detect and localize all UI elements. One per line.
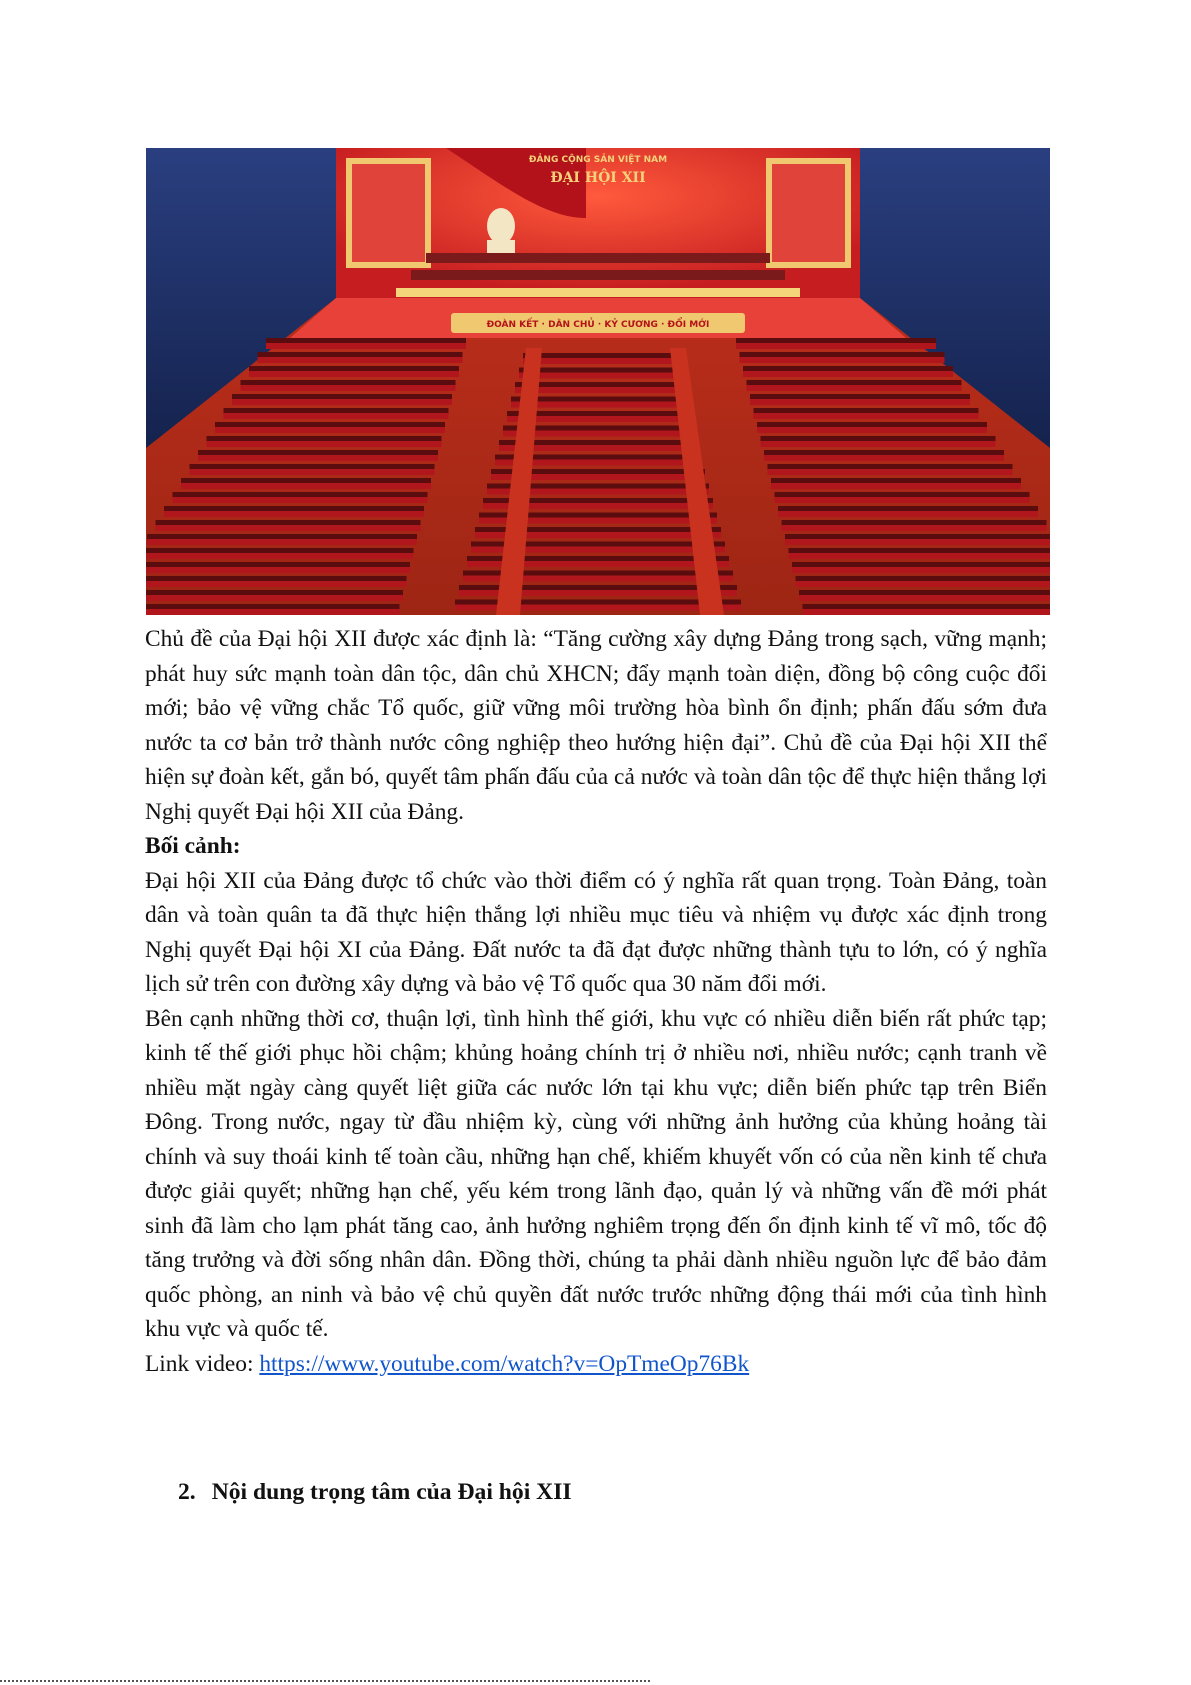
seat-row-cushion	[215, 427, 445, 433]
section-heading	[178, 1479, 572, 1506]
seat-row-cushion	[799, 595, 1050, 601]
seat-row-cushion	[768, 469, 1013, 475]
presidium-flowers	[396, 288, 800, 297]
seat-row	[156, 520, 421, 525]
seat-row-cushion	[224, 413, 449, 419]
seat-row	[768, 464, 1013, 469]
seat-row-cushion	[750, 399, 970, 405]
seat-row	[146, 562, 410, 567]
seat-row	[754, 408, 979, 413]
context-paragraph-2: Bên cạnh những thời cơ, thuận lợi, tình hình thế giới, khu vực có nhiều diễn biến rất phức tạp; kinh tế thế giới phục hồi chậm; khủng hoảng chính trị ở nhiều nơi, nhiều nước; cạnh tranh về nhiều mặt ngày càng quyết liệt giữa các nước lớn tại khu vực; diễn biến phức tạp trên Biển Đông. Trong nước, ngay từ đầu nhiệm kỳ, cùng với những ảnh hưởng của khủng hoảng tài chính và suy thoái kinh tế toàn cầu, những hạn chế, khiếm khuyết vốn có của nền kinh tế chưa được giải quyết; những hạn chế, yếu kém trong lãnh đạo, quản lý và những vấn đề mới phát sinh đã làm cho lạm phát tăng cao, ảnh hưởng nghiêm trọng đến ổn định kinh tế vĩ mô, tốc độ tăng trưởng và đời sống nhân dân. Đồng thời, chúng ta phải dành nhiều nguồn lực để bảo đảm quốc phòng, an ninh và bảo vệ chủ quyền đất nước trước những động thái mới của tình hình khu vực và quốc tế.	[145, 1005, 1047, 1342]
seat-row-cushion	[198, 455, 438, 461]
video-link-label: Link video:	[145, 1350, 260, 1377]
seat-row	[523, 353, 673, 358]
seat-row	[775, 492, 1030, 497]
seat-row-cushion	[173, 497, 428, 503]
seat-row-cushion	[515, 387, 681, 393]
seat-row	[778, 506, 1038, 511]
seat-row	[785, 534, 1050, 539]
seat-row	[207, 436, 442, 441]
hall-illustration	[146, 148, 1050, 615]
seat-row	[173, 492, 428, 497]
seat-row	[249, 366, 459, 371]
seat-row-cushion	[771, 483, 1021, 489]
seat-row	[736, 338, 936, 343]
seat-row-cushion	[743, 371, 953, 377]
seat-row	[750, 394, 970, 399]
presidium-row-2	[411, 270, 785, 280]
footer-divider	[0, 1680, 650, 1682]
seat-row-cushion	[146, 581, 407, 587]
theme-paragraph: Chủ đề của Đại hội XII được xác định là: “Tăng cường xây dựng Đảng trong sạch, vững mạnh; phát huy sức mạnh toàn dân tộc, dân chủ XHCN; đẩy mạnh toàn diện, đồng bộ công cuộc đổi mới; bảo vệ vững chắc Tổ quốc, giữ vững môi trường hòa bình ổn định; phấn đấu sớm đưa nước ta cơ bản trở thành nước công nghiệp theo hướng hiện đại”. Chủ đề của Đại hội XII thể hiện sự đoàn kết, gắn bó, quyết tâm phấn đấu của cả nước và toàn dân tộc để thực hiện thắng lợi Nghị quyết Đại hội XII của Đảng.	[145, 626, 1047, 825]
seat-row-cushion	[147, 539, 417, 545]
seat-row	[190, 464, 435, 469]
seat-row-cushion	[207, 441, 442, 447]
document-body	[145, 622, 1047, 1381]
video-link[interactable]: https://www.youtube.com/watch?v=OpTmeOp76Bk	[259, 1350, 750, 1377]
seat-row	[792, 562, 1050, 567]
seat-row	[146, 548, 414, 553]
seat-row	[241, 380, 456, 385]
seat-row-cushion	[146, 595, 403, 601]
section-title-text: Nội dung trọng tâm của Đại hội XII	[211, 1479, 572, 1505]
seat-row	[198, 450, 438, 455]
seat-row	[743, 366, 953, 371]
seat-row-cushion	[803, 609, 1051, 615]
stage-slogan-text: ĐOÀN KẾT · DÂN CHỦ · KỶ CƯƠNG · ĐỔI MỚI	[486, 320, 710, 330]
seat-row-cushion	[789, 553, 1051, 559]
video-link-line	[145, 1347, 1047, 1382]
seat-row-cushion	[761, 441, 996, 447]
seat-row-cushion	[266, 343, 466, 349]
seat-row	[764, 450, 1004, 455]
seat-row	[747, 380, 962, 385]
seat-row	[146, 590, 403, 595]
seat-row-cushion	[519, 373, 677, 379]
seat-row	[515, 382, 681, 387]
seat-row	[224, 408, 449, 413]
seat-row	[164, 506, 424, 511]
seat-row-cushion	[164, 511, 424, 517]
seat-row-cushion	[241, 385, 456, 391]
seat-row-cushion	[782, 525, 1047, 531]
seat-row-cushion	[757, 427, 987, 433]
seat-row	[761, 436, 996, 441]
seat-row	[789, 548, 1051, 553]
seat-row	[519, 368, 677, 373]
seat-row	[147, 534, 417, 539]
seat-row-cushion	[764, 455, 1004, 461]
seat-row-cushion	[785, 539, 1050, 545]
seat-row-cushion	[156, 525, 421, 531]
seat-row-cushion	[258, 357, 463, 363]
seat-row	[215, 422, 445, 427]
banner-top-text: ĐẢNG CỘNG SẢN VIỆT NAM	[528, 155, 668, 165]
seat-row-cushion	[740, 357, 945, 363]
seat-row-cushion	[146, 567, 410, 573]
seat-row-cushion	[523, 358, 673, 364]
seat-row	[146, 576, 407, 581]
seat-row-cushion	[754, 413, 979, 419]
seat-row-cushion	[736, 343, 936, 349]
seat-row	[771, 478, 1021, 483]
seat-row	[803, 604, 1051, 609]
statue	[487, 208, 515, 244]
seat-row-cushion	[146, 609, 400, 615]
seat-row-cushion	[778, 511, 1038, 517]
seat-row-cushion	[249, 371, 459, 377]
seat-row-cushion	[792, 567, 1050, 573]
seat-row	[799, 590, 1050, 595]
seat-row	[232, 394, 452, 399]
seat-row	[782, 520, 1047, 525]
seat-row	[266, 338, 466, 343]
section-number: 2.	[178, 1479, 196, 1505]
seat-row	[740, 352, 945, 357]
seat-row	[181, 478, 431, 483]
banner-main-text: ĐẠI HỘI XII	[550, 170, 646, 186]
congress-hall-photo	[146, 148, 1050, 615]
context-paragraph-1: Đại hội XII của Đảng được tổ chức vào thời điểm có ý nghĩa rất quan trọng. Toàn Đảng, toàn dân và toàn quân ta đã thực hiện thắng lợi nhiều mục tiêu và nhiệm vụ được xác định trong Nghị quyết Đại hội XI của Đảng. Đất nước ta đã đạt được những thành tựu to lớn, có ý nghĩa lịch sử trên con đường xây dựng và bảo vệ Tổ quốc qua 30 năm đổi mới.	[145, 867, 1047, 997]
seat-row	[146, 604, 400, 609]
seat-row	[757, 422, 987, 427]
seat-row-cushion	[190, 469, 435, 475]
seat-row-cushion	[232, 399, 452, 405]
seat-row-cushion	[181, 483, 431, 489]
presidium-row-1	[426, 253, 770, 263]
seat-row	[796, 576, 1051, 581]
seat-row	[258, 352, 463, 357]
seat-row-cushion	[775, 497, 1030, 503]
context-heading: Bối cảnh:	[145, 833, 241, 859]
seat-row-cushion	[747, 385, 962, 391]
seat-row-cushion	[146, 553, 414, 559]
seat-row-cushion	[796, 581, 1051, 587]
